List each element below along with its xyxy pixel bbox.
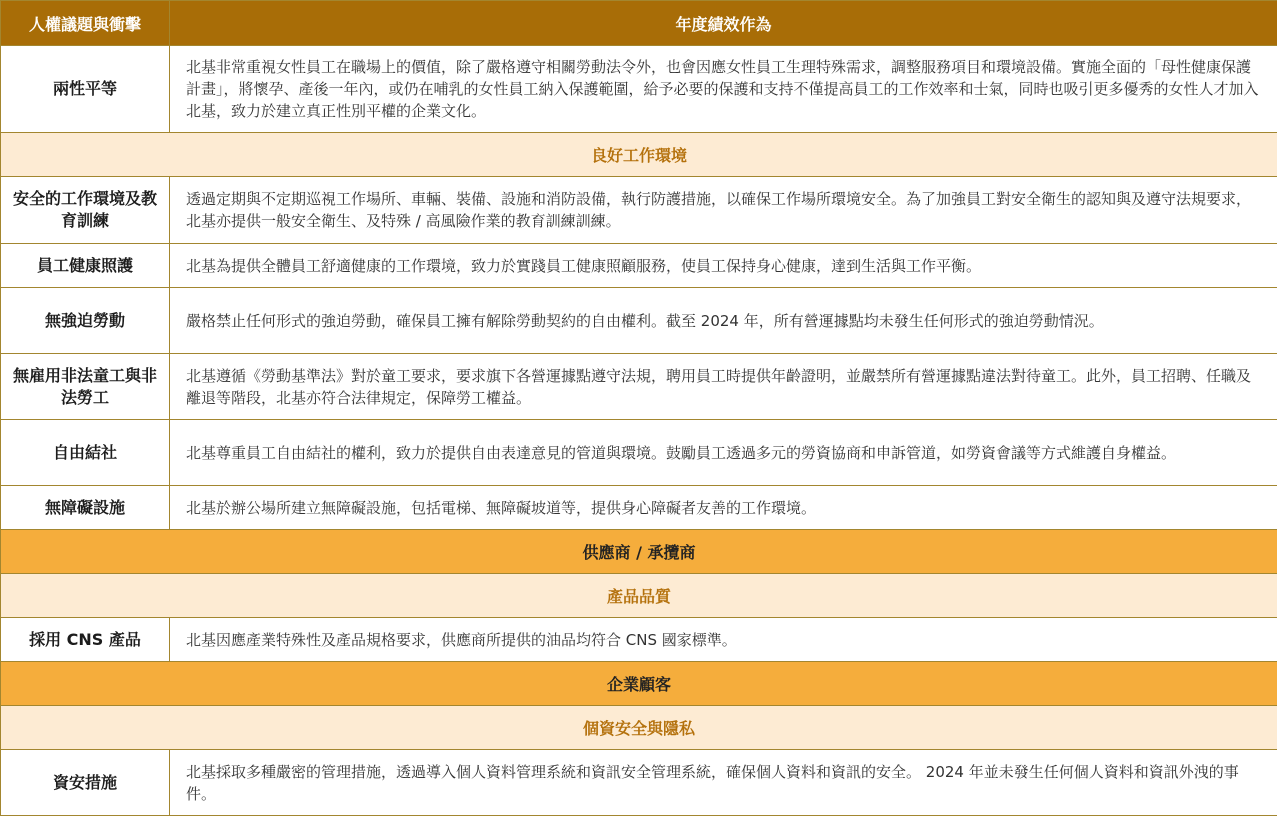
row-description: 北基遵循《勞動基準法》對於童工要求，要求旗下各營運據點遵守法規，聘用員工時提供年齡證明，並嚴禁所有營運據點違法對待童工。此外，員工招聘、任職及離退等階段，北基亦符合法律規定，保障勞工權益。 [170,354,1277,420]
row-topic: 資安措施 [1,750,170,816]
section-title: 產品品質 [1,574,1277,618]
section-title: 個資安全與隱私 [1,706,1277,750]
group-row [1,530,1277,574]
row-topic: 無強迫勞動 [1,288,170,354]
table-row [1,486,1277,530]
row-topic: 無障礙設施 [1,486,170,530]
group-title: 企業顧客 [1,662,1277,706]
group-row [1,662,1277,706]
row-description: 北基非常重視女性員工在職場上的價值，除了嚴格遵守相關勞動法令外，也會因應女性員工生理特殊需求，調整服務項目和環境設備。實施全面的「母性健康保護計畫」，將懷孕、產後一年內，或仍在哺乳的女性員工納入保護範圍，給予必要的保護和支持不僅提高員工的工作效率和士氣，同時也吸引更多優秀的女性人才加入北基，致力於建立真正性別平權的企業文化。 [170,46,1277,133]
section-row [1,706,1277,750]
row-description: 北基採取多種嚴密的管理措施，透過導入個人資料管理系統和資訊安全管理系統，確保個人資料和資訊的安全。 2024 年並未發生任何個人資料和資訊外洩的事件。 [170,750,1277,816]
row-description: 北基於辦公場所建立無障礙設施，包括電梯、無障礙坡道等，提供身心障礙者友善的工作環境。 [170,486,1277,530]
table-row [1,618,1277,662]
row-topic: 員工健康照護 [1,244,170,288]
section-row [1,574,1277,618]
table-row [1,354,1277,420]
table-row [1,244,1277,288]
row-description: 北基為提供全體員工舒適健康的工作環境，致力於實踐員工健康照顧服務，使員工保持身心健康，達到生活與工作平衡。 [170,244,1277,288]
group-title: 供應商 / 承攬商 [1,530,1277,574]
section-title: 良好工作環境 [1,133,1277,177]
row-topic: 自由結社 [1,420,170,486]
row-topic: 安全的工作環境及教育訓練 [1,177,170,244]
table-row [1,46,1277,133]
row-description: 嚴格禁止任何形式的強迫勞動，確保員工擁有解除勞動契約的自由權利。截至 2024 年，所有營運據點均未發生任何形式的強迫勞動情況。 [170,288,1277,354]
header-performance: 年度績效作為 [170,1,1277,46]
table-header-row [1,1,1277,46]
row-topic: 兩性平等 [1,46,170,133]
row-topic: 無雇用非法童工與非法勞工 [1,354,170,420]
row-topic: 採用 CNS 產品 [1,618,170,662]
table-row [1,288,1277,354]
table-row [1,420,1277,486]
row-description: 北基因應產業特殊性及產品規格要求，供應商所提供的油品均符合 CNS 國家標準。 [170,618,1277,662]
section-row [1,133,1277,177]
row-description: 北基尊重員工自由結社的權利，致力於提供自由表達意見的管道與環境。鼓勵員工透過多元的勞資協商和申訴管道，如勞資會議等方式維護自身權益。 [170,420,1277,486]
table-row [1,750,1277,816]
table-row [1,177,1277,244]
header-topic: 人權議題與衝擊 [1,1,170,46]
row-description: 透過定期與不定期巡視工作場所、車輛、裝備、設施和消防設備，執行防護措施，以確保工作場所環境安全。為了加強員工對安全衛生的認知與及遵守法規要求，北基亦提供一般安全衛生、及特殊 / 高風險作業的教育訓練訓練。 [170,177,1277,244]
